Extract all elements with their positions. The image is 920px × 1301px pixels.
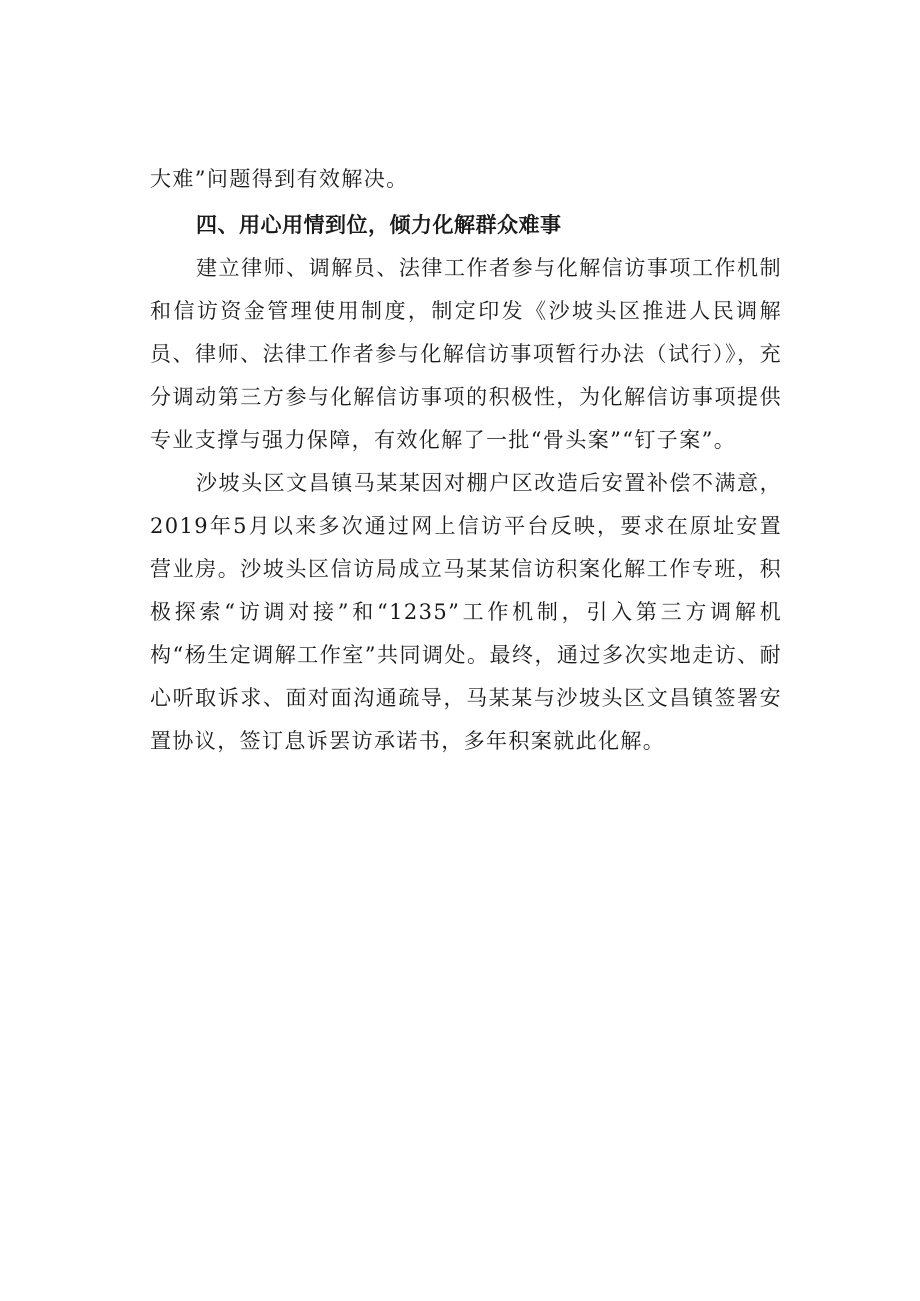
continuation-text: 大难”问题得到有效解决。 bbox=[150, 167, 409, 191]
document-body bbox=[150, 158, 782, 763]
paragraph-mechanism: 建立律师、调解员、法律工作者参与化解信访事项工作机制和信访资金管理使用制度，制定印发《沙坡头区推进人民调解员、律师、法律工作者参与化解信访事项暂行办法（试行）》，充分调动第三方参与化解信访事项的积极性，为化解信访事项提供专业支撑与强力保障，有效化解了一批“骨头案”“钉子案”。 bbox=[150, 256, 782, 452]
section-heading: 四、用心用情到位，倾力化解群众难事 bbox=[196, 213, 562, 237]
paragraph-case: 沙坡头区文昌镇马某某因对棚户区改造后安置补偿不满意，2019年5月以来多次通过网上信访平台反映，要求在原址安置营业房。沙坡头区信访局成立马某某信访积案化解工作专班，积极探索“访调对接”和“1235”工作机制，引入第三方调解机构“杨生定调解工作室”共同调处。最终，通过多次实地走访、耐心听取诉求、面对面沟通疏导，马某某与沙坡头区文昌镇签署安置协议，签订息诉罢访承诺书，多年积案就此化解。 bbox=[150, 471, 782, 753]
